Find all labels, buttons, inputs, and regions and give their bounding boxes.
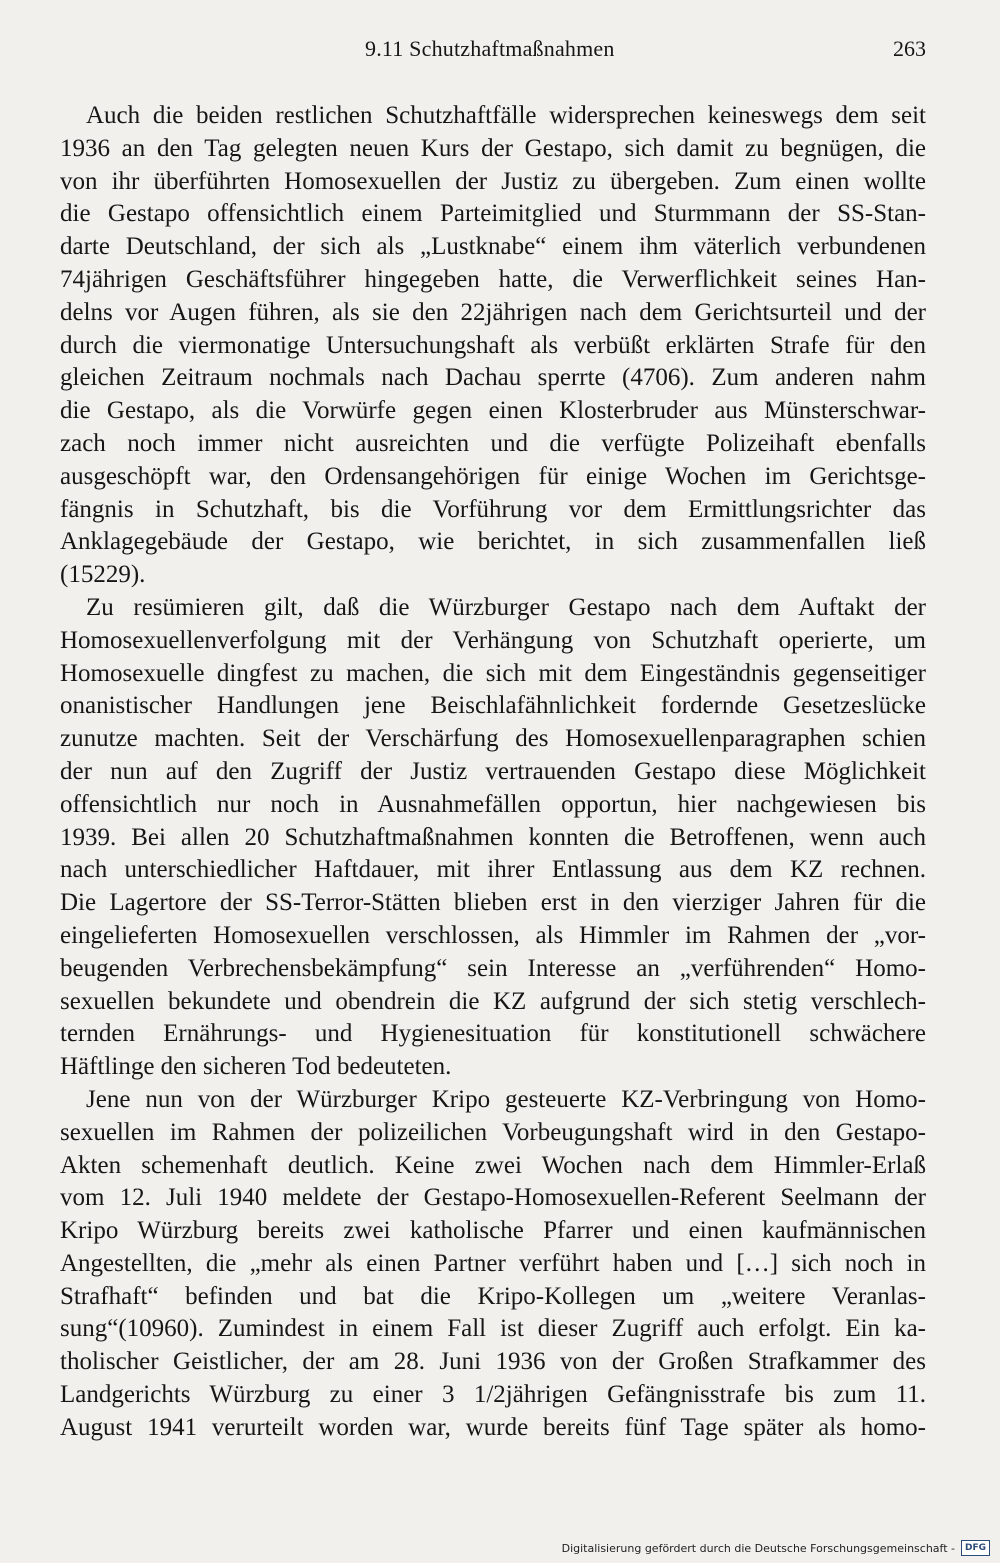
text-line: Zu resümieren gilt, daß die Würzburger Gestapo nach dem Auftakt der [86,593,926,621]
text-line: durch die viermonatige Untersuchungshaft als verbüßt erklärten Strafe für den [60,331,926,359]
text-line: 74jährigen Geschäftsführer hingegeben hatte, die Verwerflichkeit seines Han- [60,265,926,293]
text-line: Auch die beiden restlichen Schutzhaftfälle widersprechen keineswegs dem seit [86,102,926,129]
text-line: Anklagegebäude der Gestapo, wie berichtet, in sich zusammenfallen ließ [60,528,926,556]
text-line: ternden Ernährungs- und Hygienesituation für konstitutionell schwächere [60,1020,926,1048]
text-line: fängnis in Schutzhaft, bis die Vorführung vor dem Ermittlungsrichter das [60,495,926,523]
text-line: sexuellen bekundete und obendrein die KZ aufgrund der sich stetig verschlech- [60,987,926,1015]
footer-text: Digitalisierung gefördert durch die Deutsche Forschungsgemeinschaft - [561,1541,955,1555]
page-header [60,36,926,70]
text-line: Häftlinge den sicheren Tod bedeuteten. [60,1053,452,1081]
text-line: delns vor Augen führen, als sie den 22jährigen nach dem Gerichtsurteil und der [60,298,926,326]
footer [562,1539,990,1557]
text-line: gleichen Zeitraum nochmals nach Dachau sperrte (4706). Zum anderen nahm [60,364,926,392]
text-line: eingelieferten Homosexuellen verschlossen, als Himmler im Rahmen der „vor- [60,921,926,949]
text-line: 1936 an den Tag gelegten neuen Kurs der Gestapo, sich damit zu begnügen, die [60,134,926,162]
text-line: darte Deutschland, der sich als „Lustknabe“ einem ihm väterlich verbundenen [60,233,926,261]
text-line: Landgerichts Würzburg zu einer 3 1/2jährigen Gefängnisstrafe bis zum 11. [60,1381,926,1409]
text-line: (15229). [60,561,146,589]
text-line: Akten schemenhaft deutlich. Keine zwei Wochen nach dem Himmler-Erlaß [60,1151,926,1179]
text-line: Strafhaft“ befinden und bat die Kripo-Kollegen um „weitere Veranlas- [60,1282,926,1310]
dfg-logo-icon: DFG [961,1540,990,1556]
text-line: vom 12. Juli 1940 meldete der Gestapo-Homosexuellen-Referent Seelmann der [60,1184,926,1212]
text-line: sung“(10960). Zumindest in einem Fall ist dieser Zugriff auch erfolgt. Ein ka- [60,1315,926,1343]
body-text [60,100,926,1445]
page-number: 263 [893,36,926,61]
text-line: ausgeschöpft war, den Ordensangehörigen für einige Wochen im Gerichtsge- [60,462,926,490]
text-line: nach unterschiedlicher Haftdauer, mit ihrer Entlassung aus dem KZ rechnen. [60,856,926,884]
text-line: offensichtlich nur noch in Ausnahmefällen opportun, hier nachgewiesen bis [60,790,926,818]
text-line: 1939. Bei allen 20 Schutzhaftmaßnahmen konnten die Betroffenen, wenn auch [60,823,926,851]
text-line: Jene nun von der Würzburger Kripo gesteuerte KZ-Verbringung von Homo- [86,1085,926,1113]
text-line: der nun auf den Zugriff der Justiz vertrauenden Gestapo diese Möglichkeit [60,757,926,785]
text-line: Homosexuelle dingfest zu machen, die sich mit dem Eingeständnis gegenseitiger [60,659,926,687]
section-title: 9.11 Schutzhaftmaßnahmen [365,36,615,61]
text-line: onanistischer Handlungen jene Beischlafähnlichkeit fordernde Gesetzeslücke [60,692,926,720]
text-line: beugenden Verbrechensbekämpfung“ sein Interesse an „verführenden“ Homo- [60,954,926,982]
text-line: die Gestapo offensichtlich einem Parteimitglied und Sturmmann der SS-Stan- [60,200,926,228]
text-line: von ihr überführten Homosexuellen der Justiz zu übergeben. Zum einen wollte [60,167,926,195]
text-line: tholischer Geistlicher, der am 28. Juni 1936 von der Großen Strafkammer des [60,1348,926,1376]
text-line: August 1941 verurteilt worden war, wurde bereits fünf Tage später als homo- [60,1413,926,1441]
text-line: Die Lagertore der SS-Terror-Stätten blieben erst in den vierziger Jahren für die [60,889,926,917]
text-line: Homosexuellenverfolgung mit der Verhängung von Schutzhaft operierte, um [60,626,926,654]
text-line: zach noch immer nicht ausreichten und die verfügte Polizeihaft ebenfalls [60,429,926,457]
text-line: zunutze machten. Seit der Verschärfung des Homosexuellenparagraphen schien [60,725,926,753]
text-line: Kripo Würzburg bereits zwei katholische Pfarrer und einen kaufmännischen [60,1217,926,1245]
text-line: die Gestapo, als die Vorwürfe gegen einen Klosterbruder aus Münsterschwar- [60,397,926,425]
text-line: Angestellten, die „mehr als einen Partner verführt haben und […] sich noch in [60,1249,926,1277]
text-line: sexuellen im Rahmen der polizeilichen Vorbeugungshaft wird in den Gestapo- [60,1118,926,1146]
